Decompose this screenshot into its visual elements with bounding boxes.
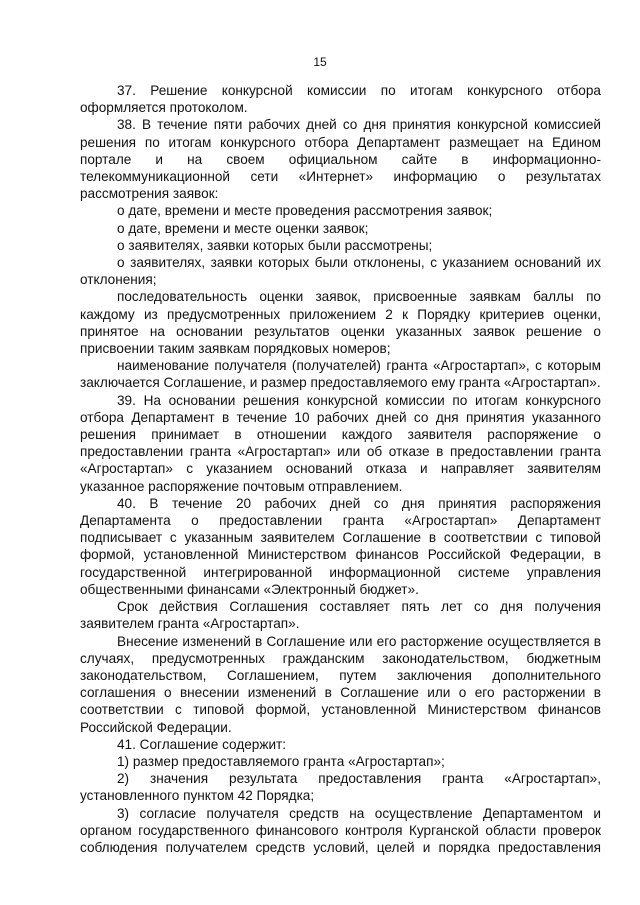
agreement-item-3: 3) согласие получателя средств на осуществление Департаментом и органом государственного финансового контроля Курганской области проверок соблюдения получателем средств условий, целей и порядка предоставления: [80, 805, 601, 855]
agreement-item-2: 2) значения результата предоставления гранта «Агростартап», установленного пунктом 42 Порядка;: [80, 771, 601, 804]
list-item-evaluation-sequence: последовательность оценки заявок, присвоенные заявкам баллы по каждому из предусмотренных приложением 2 к Порядку критериев оценки, принятое на основании результатов оценки указанных заявок решение о присвоении таким заявкам порядковых номеров;: [80, 289, 601, 357]
page-number: 15: [313, 55, 327, 69]
agreement-item-1: 1) размер предоставляемого гранта «Агростартап»;: [117, 753, 445, 769]
list-item-reviewed-applicants: о заявителях, заявки которых были рассмотрены;: [117, 237, 433, 253]
paragraph-38: 38. В течение пяти рабочих дней со дня принятия конкурсной комиссией решения по итогам конкурсного отбора Департамент размещает на Едином портале и на своем официальном сайте в информационно-телекоммуникационной сети «Интернет» информацию о результатах рассмотрения заявок:: [80, 117, 601, 202]
document-body: [80, 82, 601, 856]
paragraph-39: 39. На основании решения конкурсной комиссии по итогам конкурсного отбора Департамент в течение 10 рабочих дней со дня принятия указанного решения принимает в отношении каждого заявителя распоряжение о предоставлении гранта «Агростартап» или об отказе в предоставлении гранта «Агростартап» с указанием оснований отказа и направляет заявителям указанное распоряжение почтовым отправлением.: [80, 392, 601, 494]
paragraph-agreement-term: Срок действия Соглашения составляет пять лет со дня получения заявителем гранта «Агростартап».: [80, 599, 601, 632]
paragraph-40: 40. В течение 20 рабочих дней со дня принятия распоряжения Департамента о предоставлении гранта «Агростартап» Департамент подписывает с указанным заявителем Соглашение в соответствии с типовой формой, установленной Министерством финансов Российской Федерации, в государственной интегрированной информационной системе управления общественными финансами «Электронный бюджет».: [80, 495, 601, 597]
list-item-evaluation-date: о дате, времени и месте оценки заявок;: [117, 220, 369, 236]
paragraph-agreement-changes: Внесение изменений в Соглашение или его расторжение осуществляется в случаях, предусмотренных гражданским законодательством, бюджетным законодательством, Соглашением, путем заключения дополнительного соглашения о внесении изменений в Соглашение или о его расторжении в соответствии с типовой формой, установленной Министерством финансов Российской Федерации.: [80, 633, 601, 735]
list-item-rejected-applicants: о заявителях, заявки которых были отклонены, с указанием оснований их отклонения;: [80, 255, 601, 288]
list-item-grant-recipient: наименование получателя (получателей) гранта «Агростартап», с которым заключается Соглашение, и размер предоставляемого ему гранта «Агростартап».: [80, 358, 601, 391]
paragraph-37: 37. Решение конкурсной комиссии по итогам конкурсного отбора оформляется протоколом.: [80, 83, 601, 116]
paragraph-41: 41. Соглашение содержит:: [117, 736, 287, 752]
list-item-review-date: о дате, времени и месте проведения рассмотрения заявок;: [117, 203, 493, 219]
